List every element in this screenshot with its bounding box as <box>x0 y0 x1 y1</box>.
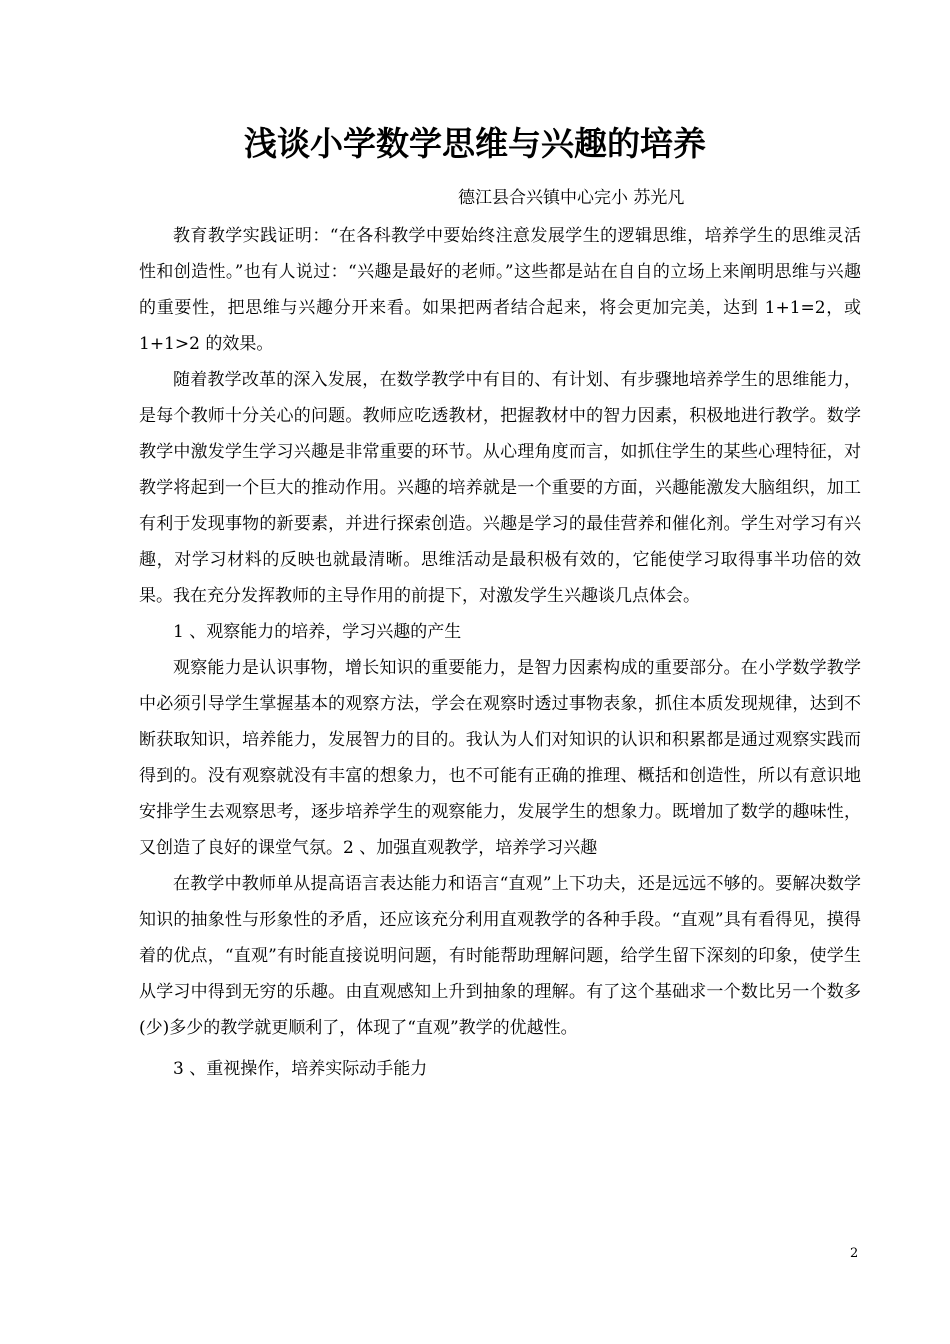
section-heading-1: 1 、观察能力的培养，学习兴趣的产生 <box>173 622 462 642</box>
document-body <box>139 218 861 1087</box>
page-number: 2 <box>850 1246 859 1261</box>
paragraph-intuitive-teaching: 在教学中教师单从提高语言表达能力和语言“直观”上下功夫，还是远远不够的。要解决数学知识的抽象性与形象性的矛盾，还应该充分利用直观教学的各种手段。“直观”具有看得见，摸得着的优点，“直观”有时能直接说明问题，有时能帮助理解问题，给学生留下深刻的印象，使学生从学习中得到无穷的乐趣。由直观感知上升到抽象的理解。有了这个基础求一个数比另一个数多(少)多少的教学就更顺利了，体现了“直观”教学的优越性。 <box>139 874 861 1038</box>
document-title: 浅谈小学数学思维与兴趣的培养 <box>244 124 706 163</box>
paragraph-observation: 观察能力是认识事物，增长知识的重要能力，是智力因素构成的重要部分。在小学数学教学中必须引导学生掌握基本的观察方法，学会在观察时透过事物表象，抓住本质发现规律，达到不断获取知识，培养能力，发展智力的目的。我认为人们对知识的认识和积累都是通过观察实践而得到的。没有观察就没有丰富的想象力，也不可能有正确的推理、概括和创造性，所以有意识地安排学生去观察思考，逐步培养学生的观察能力，发展学生的想象力。既增加了数学的趣味性，又创造了良好的课堂气氛。2 、加强直观教学，培养学习兴趣 <box>139 658 861 858</box>
paragraph-intro: 教育教学实践证明：“在各科教学中要始终注意发展学生的逻辑思维，培养学生的思维灵活性和创造性。”也有人说过：“兴趣是最好的老师。”这些都是站在自自的立场上来阐明思维与兴趣的重要性，把思维与兴趣分开来看。如果把两者结合起来，将会更加完美，达到 1+1=2，或 1+1>2 的效果。 <box>139 226 861 354</box>
section-heading-3: 3 、重视操作，培养实际动手能力 <box>173 1059 428 1079</box>
paragraph-reform: 随着教学改革的深入发展，在数学教学中有目的、有计划、有步骤地培养学生的思维能力，是每个教师十分关心的问题。教师应吃透教材，把握教材中的智力因素，积极地进行教学。数学教学中激发学生学习兴趣是非常重要的环节。从心理角度而言，如抓住学生的某些心理特征，对教学将起到一个巨大的推动作用。兴趣的培养就是一个重要的方面，兴趣能激发大脑组织，加工有利于发现事物的新要素，并进行探索创造。兴趣是学习的最佳营养和催化剂。学生对学习有兴趣，对学习材料的反映也就最清晰。思维活动是最积极有效的，它能使学习取得事半功倍的效果。我在充分发挥教师的主导作用的前提下，对激发学生兴趣谈几点体会。 <box>139 370 861 606</box>
author-line: 德江县合兴镇中心完小 苏光凡 <box>458 188 685 208</box>
